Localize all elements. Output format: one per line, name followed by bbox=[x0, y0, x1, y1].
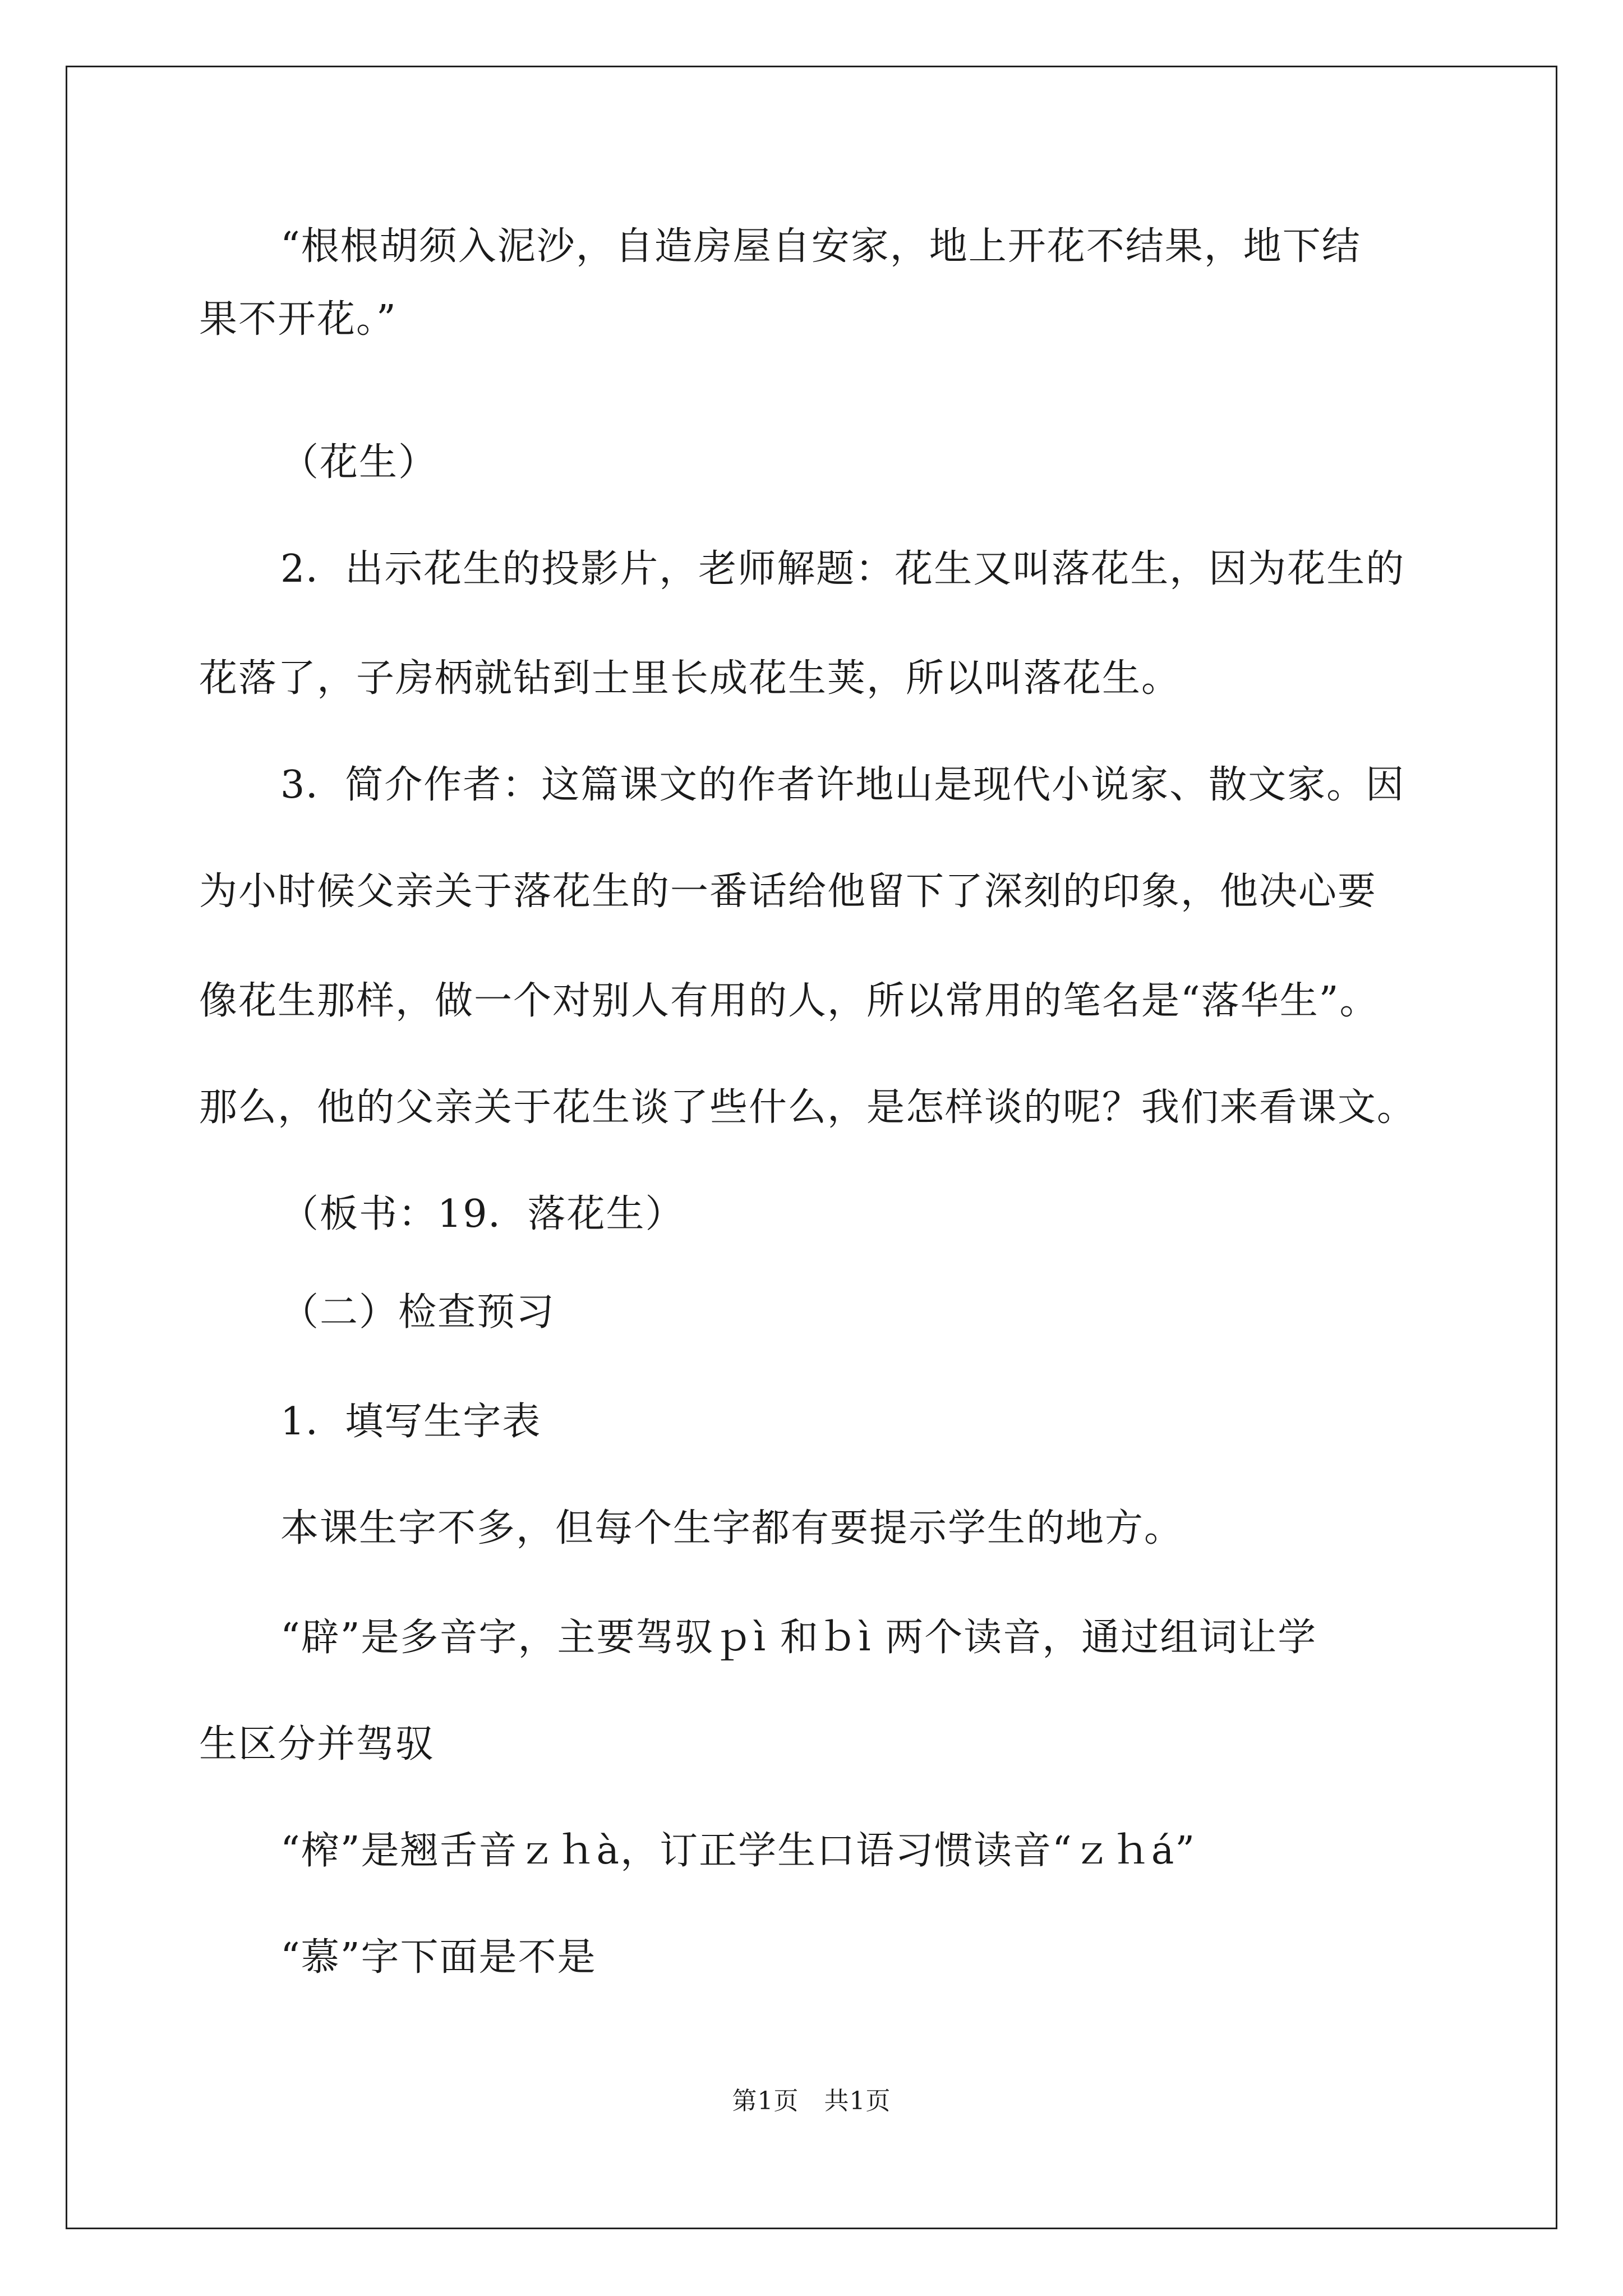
text-line-5: 花落了，子房柄就钻到士里长成花生荚，所以叫落花生。 bbox=[199, 656, 1181, 701]
text-line-14: “辟”是多音字，主要驾驭ｐì 和ｂì 两个读音，通过组词让学 bbox=[280, 1616, 1317, 1660]
text-line-4: 2．出示花生的投影片，老师解题：花生又叫落花生，因为花生的 bbox=[280, 547, 1405, 591]
text-line-11: （二）检查预习 bbox=[280, 1290, 556, 1335]
text-line-7: 为小时候父亲关于落花生的一番话给他留下了深刻的印象，他决心要 bbox=[199, 869, 1377, 914]
page-footer: 第1页 共1页 bbox=[732, 2087, 891, 2115]
text-line-13: 本课生字不多，但每个生字都有要提示学生的地方。 bbox=[280, 1506, 1184, 1550]
text-line-17: “慕”字下面是不是 bbox=[280, 1935, 597, 1980]
page-border bbox=[66, 66, 1557, 2229]
text-line-9: 那么，他的父亲关于花生谈了些什么，是怎样谈的呢？我们来看课文。 bbox=[199, 1085, 1417, 1130]
text-line-8: 像花生那样，做一个对别人有用的人，所以常用的笔名是“落华生”。 bbox=[199, 979, 1379, 1023]
text-line-1: “根根胡须入泥沙，自造房屋自安家，地上开花不结果，地下结 bbox=[280, 224, 1361, 269]
text-line-16: “榨”是翘舌音ｚｈà，订正学生口语习惯读音“ｚｈá” bbox=[280, 1829, 1196, 1873]
text-line-12: 1．填写生字表 bbox=[280, 1400, 542, 1444]
text-line-3: （花生） bbox=[280, 440, 438, 485]
text-line-6: 3．简介作者：这篇课文的作者许地山是现代小说家、散文家。因 bbox=[280, 763, 1405, 807]
text-line-15: 生区分并驾驭 bbox=[199, 1722, 435, 1766]
text-line-2: 果不开花。” bbox=[199, 297, 397, 342]
text-line-10: （板书：19．落花生） bbox=[280, 1192, 685, 1236]
